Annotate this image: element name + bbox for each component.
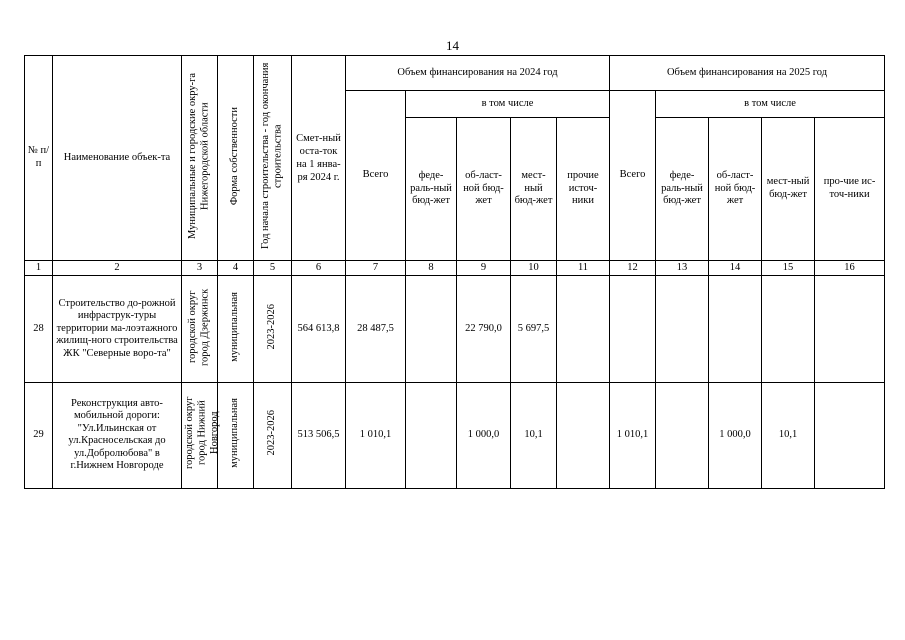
header-2024-regional: об-ласт-ной бюд-жет bbox=[457, 118, 511, 261]
header-municipal-text: Муниципальные и городские окру-га Нижегородской области bbox=[186, 72, 211, 239]
column-number: 2 bbox=[53, 261, 182, 276]
column-number: 6 bbox=[292, 261, 346, 276]
row-years-text: 2023-2026 bbox=[266, 410, 278, 456]
row-2024-regional: 22 790,0 bbox=[457, 276, 511, 383]
row-2024-other bbox=[557, 276, 610, 383]
header-num: № п/п bbox=[25, 56, 53, 261]
column-number: 14 bbox=[709, 261, 762, 276]
row-2025-total bbox=[610, 276, 656, 383]
row-smeta: 513 506,5 bbox=[292, 383, 346, 489]
row-ownership-text: муниципальная bbox=[229, 291, 241, 362]
column-number: 8 bbox=[406, 261, 457, 276]
column-number: 13 bbox=[656, 261, 709, 276]
row-municipality bbox=[182, 383, 221, 489]
column-number: 10 bbox=[511, 261, 557, 276]
row-2025-total: 1 010,1 bbox=[610, 383, 656, 489]
column-number: 9 bbox=[457, 261, 511, 276]
row-2025-local bbox=[762, 276, 815, 383]
column-number: 7 bbox=[346, 261, 406, 276]
row-2025-regional bbox=[709, 276, 762, 383]
row-2025-other bbox=[815, 383, 885, 489]
header-2024-local: мест-ный бюд-жет bbox=[511, 118, 557, 261]
column-number: 15 bbox=[762, 261, 815, 276]
header-municipal bbox=[182, 56, 218, 261]
column-number: 12 bbox=[610, 261, 656, 276]
row-2024-local: 5 697,5 bbox=[511, 276, 557, 383]
row-municipality-text: городской округ город Нижний Новгород bbox=[184, 396, 221, 470]
row-2025-regional: 1 000,0 bbox=[709, 383, 762, 489]
header-2025-regional: об-ласт-ной бюд-жет bbox=[709, 118, 762, 261]
header-2025-local: мест-ный бюд-жет bbox=[762, 118, 815, 261]
row-years bbox=[254, 383, 292, 489]
header-group-2025: Объем финансирования на 2025 год bbox=[610, 56, 885, 91]
row-2025-other bbox=[815, 276, 885, 383]
row-num: 28 bbox=[25, 276, 53, 383]
header-2024-total: Всего bbox=[346, 91, 406, 261]
header-years bbox=[254, 56, 292, 261]
column-number-row bbox=[25, 261, 885, 276]
header-2024-federal: феде-раль-ный бюд-жет bbox=[406, 118, 457, 261]
header-2025-including: в том числе bbox=[656, 91, 885, 118]
column-number: 1 bbox=[25, 261, 53, 276]
row-years bbox=[254, 276, 292, 383]
row-2024-other bbox=[557, 383, 610, 489]
row-2024-total: 28 487,5 bbox=[346, 276, 406, 383]
row-2024-local: 10,1 bbox=[511, 383, 557, 489]
header-2025-federal: феде-раль-ный бюд-жет bbox=[656, 118, 709, 261]
row-2025-federal bbox=[656, 383, 709, 489]
column-number: 11 bbox=[557, 261, 610, 276]
column-number: 3 bbox=[182, 261, 218, 276]
header-ownership-text: Форма собственности bbox=[229, 106, 241, 205]
column-number: 4 bbox=[218, 261, 254, 276]
page-number: 14 bbox=[446, 38, 459, 53]
header-smeta: Смет-ный оста-ток на 1 янва-ря 2024 г. bbox=[292, 56, 346, 261]
header-2024-other: прочие источ-ники bbox=[557, 118, 610, 261]
row-2024-federal bbox=[406, 276, 457, 383]
financing-table bbox=[24, 55, 885, 489]
table-row bbox=[25, 383, 885, 489]
column-number: 16 bbox=[815, 261, 885, 276]
header-2025-other: про-чие ис-точ-ники bbox=[815, 118, 885, 261]
row-smeta: 564 613,8 bbox=[292, 276, 346, 383]
row-name: Реконструкция авто-мобильной дороги: "Ул.Ильинская от ул.Красносельская до ул.Добролюбова" в г.Нижнем Новгороде bbox=[53, 383, 182, 489]
row-2025-local: 10,1 bbox=[762, 383, 815, 489]
table-row bbox=[25, 276, 885, 383]
header-ownership bbox=[218, 56, 254, 261]
header-years-text: Год начала строительства - год окончания строительства bbox=[259, 62, 284, 249]
header-2025-total: Всего bbox=[610, 91, 656, 261]
row-municipality-text: городской округ город Дзержинск bbox=[186, 288, 211, 366]
row-ownership bbox=[218, 383, 254, 489]
header-group-2024: Объем финансирования на 2024 год bbox=[346, 56, 610, 91]
header-2024-including: в том числе bbox=[406, 91, 610, 118]
row-2025-federal bbox=[656, 276, 709, 383]
row-ownership bbox=[218, 276, 254, 383]
row-years-text: 2023-2026 bbox=[266, 303, 278, 350]
header-name: Наименование объек-та bbox=[53, 56, 182, 261]
row-2024-federal bbox=[406, 383, 457, 489]
row-ownership-text: муниципальная bbox=[229, 398, 241, 468]
row-municipality bbox=[182, 276, 218, 383]
row-2024-regional: 1 000,0 bbox=[457, 383, 511, 489]
row-2024-total: 1 010,1 bbox=[346, 383, 406, 489]
row-num: 29 bbox=[25, 383, 53, 489]
row-name: Строительство до-рожной инфраструк-туры территории ма-лоэтажного жилищ-ного строительства ЖК "Северные воро-та" bbox=[53, 276, 182, 383]
column-number: 5 bbox=[254, 261, 292, 276]
